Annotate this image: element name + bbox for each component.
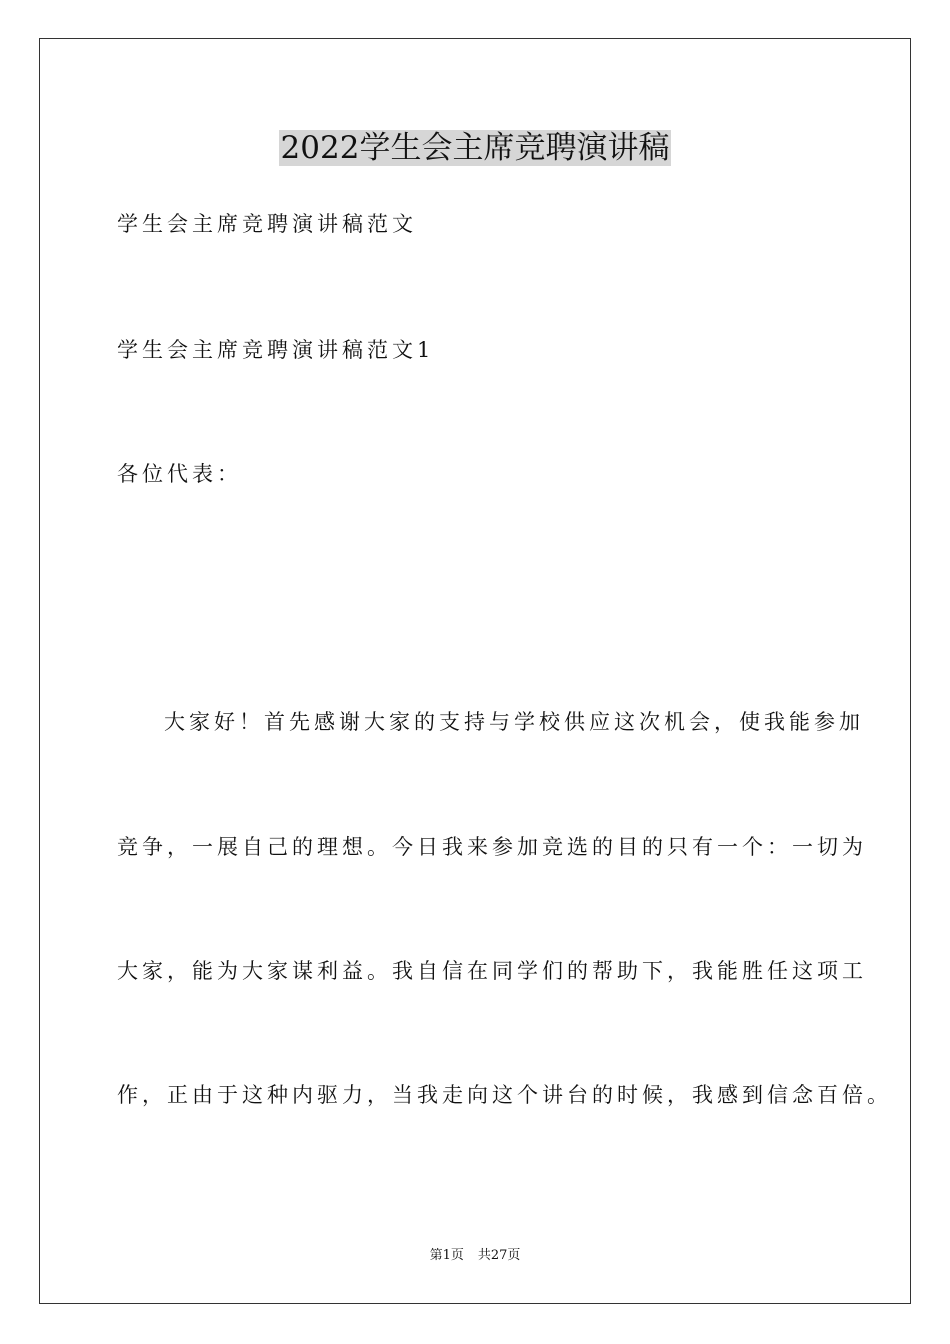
page-number-current: 第1页 <box>429 1248 464 1263</box>
paragraph-line: 大家，能为大家谋利益。我自信在同学们的帮助下，我能胜任这项工 <box>117 959 867 983</box>
salutation-line: 各位代表： <box>117 462 242 486</box>
paragraph-line: 作，正由于这种内驱力，当我走向这个讲台的时候，我感到信念百倍。 <box>117 1083 892 1107</box>
section-heading-line: 学生会主席竞聘演讲稿范文1 <box>117 338 435 362</box>
paragraph-line: 竞争，一展自己的理想。今日我来参加竞选的目的只有一个：一切为 <box>117 835 867 859</box>
document-title-text: 2022学生会主席竞聘演讲稿 <box>280 130 670 166</box>
paragraph-line: 大家好！首先感谢大家的支持与学校供应这次机会，使我能参加 <box>164 710 864 734</box>
subtitle-line: 学生会主席竞聘演讲稿范文 <box>117 212 417 236</box>
document-title <box>0 128 950 168</box>
page-number-total: 共27页 <box>477 1248 521 1263</box>
page-footer <box>0 1247 950 1265</box>
